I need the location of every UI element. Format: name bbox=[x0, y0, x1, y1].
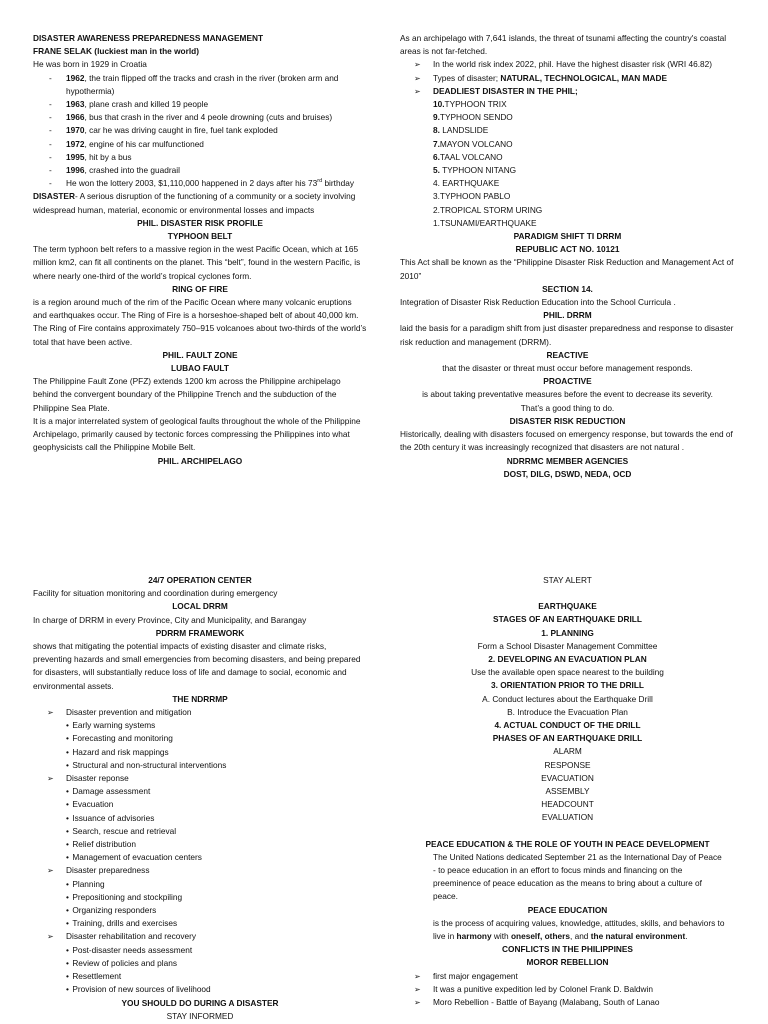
dash-marker: - bbox=[49, 165, 52, 176]
pdrrm-heading: PDRRM FRAMEWORK bbox=[155, 627, 245, 638]
bullet-icon: • bbox=[66, 944, 69, 955]
bullet-icon: • bbox=[66, 799, 69, 810]
ndrrmp-items-2 bbox=[33, 785, 367, 864]
list-item: • Evacuation bbox=[33, 798, 367, 811]
phase-item: HEADCOUNT bbox=[541, 799, 594, 810]
dash-marker: - bbox=[49, 178, 52, 189]
bullet-icon: • bbox=[66, 891, 69, 902]
typhoon-heading: TYPHOON BELT bbox=[167, 231, 233, 242]
list-item: • Damage assessment bbox=[33, 785, 367, 798]
list-item: 1.TSUNAMI/EARTHQUAKE bbox=[433, 217, 537, 228]
list-item: 9.TYPHOON SENDO bbox=[433, 112, 513, 123]
arrow-bullet-icon: ➢ bbox=[414, 60, 421, 70]
bullet-icon: • bbox=[66, 746, 69, 757]
local-text: In charge of DRRM in every Province, City and Municipality, and Barangay bbox=[33, 614, 307, 625]
list-item: • Review of policies and plans bbox=[33, 957, 367, 970]
stay-alert: STAY ALERT bbox=[543, 575, 592, 585]
column-2 bbox=[400, 32, 735, 481]
section-text: Integration of Disaster Risk Reduction Education into the School Curricula . bbox=[400, 297, 676, 308]
bullet-icon: • bbox=[66, 786, 69, 797]
list-item: - 1972, engine of his car mulfunctioned bbox=[33, 138, 367, 151]
arrow-bullet-icon: ➢ bbox=[47, 866, 54, 876]
bullet-icon: • bbox=[66, 839, 69, 850]
dash-marker: - bbox=[49, 112, 52, 123]
list-item: • Issuance of advisories bbox=[33, 812, 367, 825]
column-4 bbox=[400, 574, 735, 1009]
ndrrmp-group-3 bbox=[33, 864, 367, 877]
list-item: 4. EARTHQUAKE bbox=[433, 178, 500, 189]
eq-heading: EARTHQUAKE bbox=[538, 601, 597, 612]
pfz-text: The Philippine Fault Zone (PFZ) extends 1200 km across the Philippine archipelago behind the convergent boundary of the Philippine Trench and the subduction of the Philippine Sea Plate. bbox=[33, 376, 341, 413]
list-item: ➢ It was a punitive expedition led by Colonel Frank D. Baldwin bbox=[400, 983, 735, 996]
list-item: • Provision of new sources of livelihood bbox=[33, 983, 367, 996]
paradigm-heading: PARADIGM SHIFT TI DRRM bbox=[513, 231, 622, 242]
stage-1-text: Form a School Disaster Management Committee bbox=[477, 640, 658, 651]
peace-heading: PEACE EDUCATION & THE ROLE OF YOUTH IN PEACE DEVELOPMENT bbox=[425, 838, 710, 849]
list-item: 10.TYPHOON TRIX bbox=[433, 99, 507, 110]
bullet-icon: • bbox=[66, 733, 69, 744]
arrow-bullet-icon: ➢ bbox=[414, 86, 421, 96]
list-item: 6.TAAL VOLCANO bbox=[433, 151, 503, 162]
bullet-icon: • bbox=[66, 720, 69, 731]
moror-heading: MOROR REBELLION bbox=[526, 957, 609, 968]
bullet-icon: • bbox=[66, 812, 69, 823]
list-item: 8. LANDSLIDE bbox=[433, 125, 489, 136]
list-item: 7.MAYON VOLCANO bbox=[433, 138, 513, 149]
selak-born: He was born in 1929 in Croatia bbox=[33, 59, 147, 70]
deadliest-list bbox=[400, 98, 735, 230]
arrow-bullet-icon: ➢ bbox=[47, 708, 54, 718]
ndrrmc-agencies: DOST, DILG, DSWD, NEDA, OCD bbox=[503, 468, 632, 479]
list-item: • Management of evacuation centers bbox=[33, 851, 367, 864]
typhoon-text: The term typhoon belt refers to a massive region in the west Pacific Ocean, which at 165 million km2, can fit all continents on the planet. This “belt”, found in the western Pacific, is where nearly one-third of the world’s tropical cyclones form. bbox=[33, 244, 361, 281]
list-item: ➢ first major engagement bbox=[400, 970, 735, 983]
ndrrmp-group-1 bbox=[33, 706, 367, 719]
phil-drrm-heading: PHIL. DRRM bbox=[543, 310, 592, 321]
selak-heading: FRANE SELAK (luckiest man in the world) bbox=[33, 46, 199, 57]
dash-marker: - bbox=[49, 138, 52, 149]
archipelago-text: As an archipelago with 7,641 islands, the threat of tsunami affecting the country's coastal areas is not far-fetched. bbox=[400, 33, 727, 57]
list-item: • Relief distribution bbox=[33, 838, 367, 851]
phase-item: ALARM bbox=[553, 746, 582, 757]
stage-3-heading: 3. ORIENTATION PRIOR TO THE DRILL bbox=[490, 680, 645, 691]
lubao-heading: LUBAO FAULT bbox=[171, 363, 229, 374]
peace-education-text: is the process of acquiring values, knowledge, attitudes, skills, and behaviors to live in harmony with oneself, others, and the natural environment. bbox=[433, 917, 725, 942]
bullet-icon: • bbox=[66, 852, 69, 863]
phase-item: EVALUATION bbox=[541, 812, 594, 823]
bullet-icon: • bbox=[66, 957, 69, 968]
phase-item: RESPONSE bbox=[544, 759, 591, 770]
ops-heading: 24/7 OPERATION CENTER bbox=[148, 575, 252, 585]
list-item: 2.TROPICAL STORM URING bbox=[433, 204, 543, 215]
dash-marker: - bbox=[49, 72, 52, 83]
ndrrmp-items-3 bbox=[33, 878, 367, 931]
ndrrmp-items-4 bbox=[33, 944, 367, 997]
list-item: ➢ Moro Rebellion - Battle of Bayang (Malabang, South of Lanao bbox=[400, 996, 735, 1009]
moror-list bbox=[400, 970, 735, 1010]
during-heading: YOU SHOULD DO DURING A DISASTER bbox=[121, 997, 279, 1008]
doc-title: DISASTER AWARENESS PREPAREDNESS MANAGEMENT bbox=[33, 33, 264, 43]
ndrrmp-items-1 bbox=[33, 719, 367, 772]
group-title: ➢ Disaster rehabilitation and recovery bbox=[33, 930, 367, 943]
section-heading: SECTION 14. bbox=[542, 283, 593, 294]
list-item: • Early warning systems bbox=[33, 719, 367, 732]
fault-heading: PHIL. FAULT ZONE bbox=[162, 349, 238, 360]
list-item: ➢ In the world risk index 2022, phil. Have the highest disaster risk (WRI 46.82) bbox=[400, 58, 735, 71]
ra-text: This Act shall be known as the “Philippine Disaster Risk Reduction and Management Act of 2010” bbox=[400, 257, 734, 281]
bullet-icon: • bbox=[66, 759, 69, 770]
ndrrmc-heading: NDRRMC MEMBER AGENCIES bbox=[506, 455, 629, 466]
list-item: 3.TYPHOON PABLO bbox=[433, 191, 511, 202]
network-text: It is a major interrelated system of geological faults throughout the whole of the Philippine Archipelago, primarily caused by tectonic forces compressing the Philippines into what geophysicists call the Philippine Mobile Belt. bbox=[33, 415, 361, 453]
selak-events-list bbox=[33, 72, 367, 191]
group-title: ➢ Disaster prevention and mitigation bbox=[33, 706, 367, 719]
arrow-bullet-icon: ➢ bbox=[414, 984, 421, 994]
drr-text: Historically, dealing with disasters focused on emergency response, but towards the end of the 20th century it was increasingly recognized that disasters are not natural . bbox=[400, 429, 733, 453]
phil-drrm-text: laid the basis for a paradigm shift from just disaster preparedness and response to disaster risk reduction and management (DRRM). bbox=[400, 323, 734, 347]
list-item: • Structural and non-structural interventions bbox=[33, 759, 367, 772]
list-item: 5. TYPHOON NITANG bbox=[433, 165, 517, 176]
list-item: - 1995, hit by a bus bbox=[33, 151, 367, 164]
list-item: - 1996, crashed into the guadrail bbox=[33, 164, 367, 177]
arrow-bullet-icon: ➢ bbox=[414, 73, 421, 83]
bullet-icon: • bbox=[66, 984, 69, 995]
drr-heading: DISASTER RISK REDUCTION bbox=[509, 415, 626, 426]
list-item: • Organizing responders bbox=[33, 904, 367, 917]
list-item: • Prepositioning and stockpiling bbox=[33, 891, 367, 904]
stage-3-a: A. Conduct lectures about the Earthquake Drill bbox=[482, 693, 653, 704]
list-item: - 1963, plane crash and killed 19 people bbox=[33, 98, 367, 111]
stage-1-heading: 1. PLANNING bbox=[541, 627, 594, 638]
ring-heading: RING OF FIRE bbox=[172, 283, 228, 294]
bullet-icon: • bbox=[66, 825, 69, 836]
list-item: ➢ DEADLIEST DISASTER IN THE PHIL; bbox=[400, 85, 735, 98]
arrow-bullet-icon: ➢ bbox=[414, 998, 421, 1008]
pdrrm-text: shows that mitigating the potential impacts of existing disaster and climate risks, preventing hazards and small emergencies from becoming disasters, and being prepared for disasters, will substantially reduce loss of life and damage to social, economic and environmental assets. bbox=[33, 641, 361, 691]
stage-2-text: Use the available open space nearest to the building bbox=[471, 667, 664, 678]
list-item: ➢ Types of disaster; NATURAL, TECHNOLOGICAL, MAN MADE bbox=[400, 72, 735, 85]
list-item: • Resettlement bbox=[33, 970, 367, 983]
list-item: • Post-disaster needs assessment bbox=[33, 944, 367, 957]
stay-informed: STAY INFORMED bbox=[166, 1010, 234, 1021]
bullet-icon: • bbox=[66, 971, 69, 982]
list-item: • Forecasting and monitoring bbox=[33, 732, 367, 745]
list-item: - 1966, bus that crash in the river and 4 peole drowning (cuts and bruises) bbox=[33, 111, 367, 124]
list-item: • Planning bbox=[33, 878, 367, 891]
conflicts-heading: CONFLICTS IN THE PHILIPPINES bbox=[502, 944, 633, 955]
proactive-text-2: That’s a good thing to do. bbox=[520, 402, 615, 413]
reactive-heading: REACTIVE bbox=[546, 349, 589, 360]
list-item: • Training, drills and exercises bbox=[33, 917, 367, 930]
proactive-heading: PROACTIVE bbox=[543, 376, 592, 387]
profile-heading: PHIL. DISASTER RISK PROFILE bbox=[137, 217, 263, 228]
disaster-definition: DISASTER- A serious disruption of the functioning of a community or a society involving widespread human, material, economic or environmental losses and impacts bbox=[33, 191, 356, 215]
peace-education-heading: PEACE EDUCATION bbox=[527, 904, 608, 915]
bullet-icon: • bbox=[66, 905, 69, 916]
group-title: ➢ Disaster reponse bbox=[33, 772, 367, 785]
phase-item: ASSEMBLY bbox=[545, 786, 590, 797]
ndrrmp-heading: THE NDRRMP bbox=[172, 693, 228, 704]
stage-4-heading: 4. ACTUAL CONDUCT OF THE DRILL bbox=[494, 720, 641, 731]
reactive-text: that the disaster or threat must occur before management responds. bbox=[442, 363, 693, 374]
proactive-text: is about taking preventative measures before the event to decrease its severity. bbox=[422, 389, 713, 400]
stages-heading: STAGES OF AN EARTHQUAKE DRILL bbox=[493, 614, 642, 625]
list-item-lottery: - He won the lottery 2003, $1,110,000 happened in 2 days after his 73rd birthday bbox=[33, 177, 367, 190]
arrow-bullet-icon: ➢ bbox=[414, 971, 421, 981]
ring-text: is a region around much of the rim of the Pacific Ocean where many volcanic eruptions and earthquakes occur. The Ring of Fire is a horseshoe-shaped belt of about 40,000 km. The Ring of Fire contains approximately 750–915 volcanoes about two-thirds of the world’s total that have been active. bbox=[33, 297, 367, 347]
ndrrmp-group-2 bbox=[33, 772, 367, 785]
group-title: ➢ Disaster preparedness bbox=[33, 864, 367, 877]
stage-3-b: B. Introduce the Evacuation Plan bbox=[507, 706, 628, 717]
phase-item: EVACUATION bbox=[541, 772, 594, 783]
list-item: • Hazard and risk mappings bbox=[33, 746, 367, 759]
stage-2-heading: 2. DEVELOPING AN EVACUATION PLAN bbox=[488, 654, 647, 665]
dash-marker: - bbox=[49, 99, 52, 110]
column-3 bbox=[33, 574, 367, 1023]
list-item: • Search, rescue and retrieval bbox=[33, 825, 367, 838]
dash-marker: - bbox=[49, 151, 52, 162]
local-heading: LOCAL DRRM bbox=[172, 601, 228, 612]
bullet-icon: • bbox=[66, 878, 69, 889]
ra-heading: REPUBLIC ACT NO. 10121 bbox=[515, 244, 620, 255]
arrow-bullet-icon: ➢ bbox=[47, 932, 54, 942]
phases-heading: PHASES OF AN EARTHQUAKE DRILL bbox=[492, 733, 643, 744]
peace-text: The United Nations dedicated September 21 as the International Day of Peace - to peace education in an effort to focus minds and financing on the preeminence of peace education as the means to bring about a culture of peace. bbox=[433, 851, 722, 902]
risk-list bbox=[400, 58, 735, 98]
archipelago-heading: PHIL. ARCHIPELAGO bbox=[157, 455, 243, 466]
column-1 bbox=[33, 32, 367, 468]
list-item: - 1970, car he was driving caught in fire, fuel tank exploded bbox=[33, 124, 367, 137]
bullet-icon: • bbox=[66, 918, 69, 929]
list-item: - 1962, the train flipped off the tracks and crash in the river (broken arm and hypothermia) bbox=[49, 72, 339, 96]
ndrrmp-group-4 bbox=[33, 930, 367, 943]
arrow-bullet-icon: ➢ bbox=[47, 774, 54, 784]
dash-marker: - bbox=[49, 125, 52, 136]
ops-text: Facility for situation monitoring and coordination during emergency bbox=[33, 588, 278, 599]
